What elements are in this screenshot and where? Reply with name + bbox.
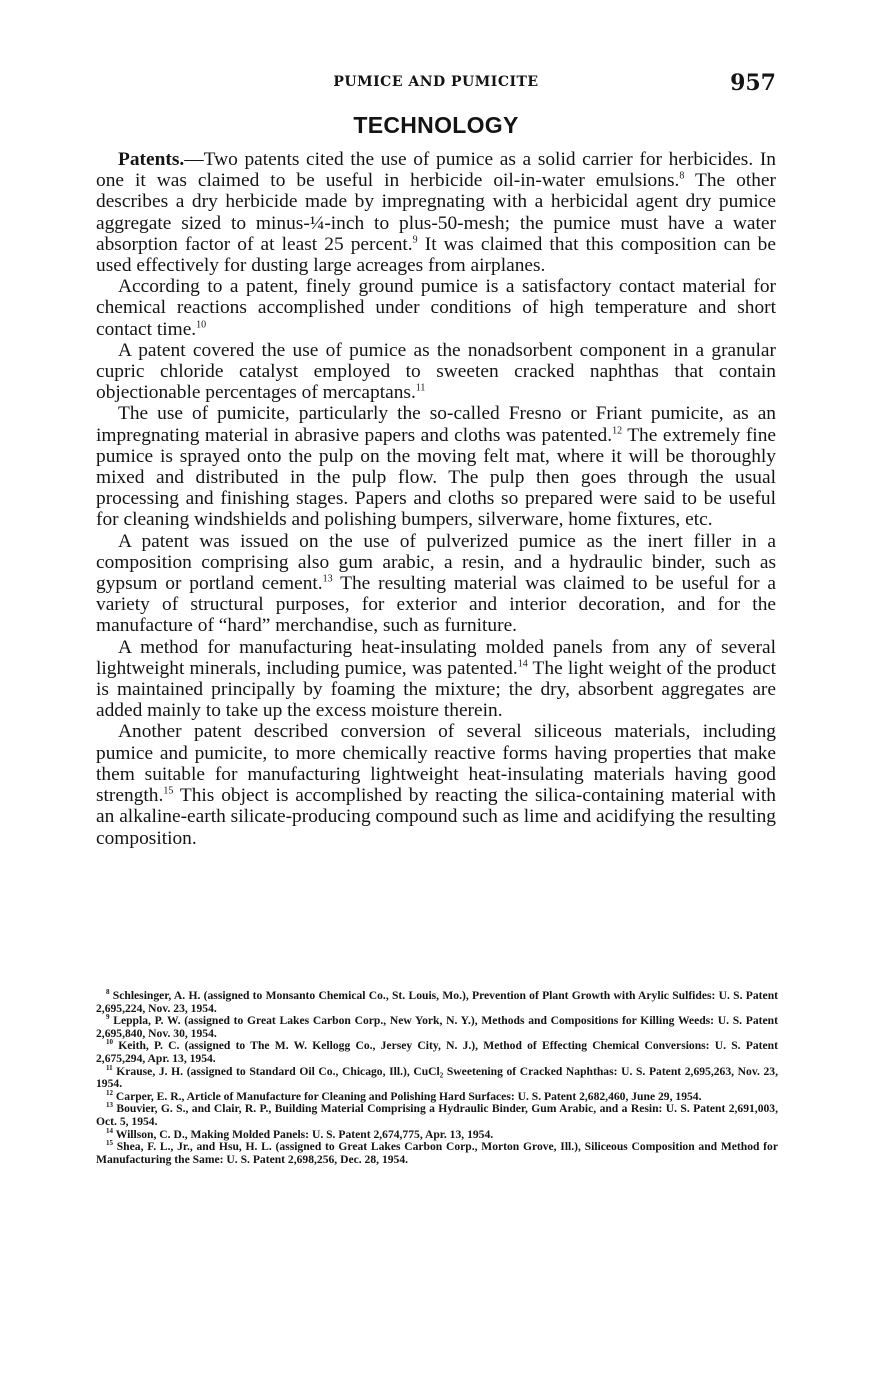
footnote-ref: 8	[679, 170, 685, 182]
footnote-number: 8	[106, 988, 110, 997]
run-in-heading: Patents.	[118, 149, 185, 170]
footnote-ref: 13	[322, 573, 333, 585]
running-title: PUMICE AND PUMICITE	[333, 74, 539, 90]
footnote-text: Willson, C. D., Making Molded Panels: U. S. Patent 2,674,775, Apr. 13, 1954.	[113, 1127, 494, 1141]
paragraph-text: The use of pumicite, particularly the so-called Fresno or Friant pumicite, as an impregnating material in abrasive papers and cloths was patented.	[96, 403, 776, 446]
footnote	[96, 1141, 778, 1166]
paragraph-text: The light weight of the product is maintained principally by foaming the mixture; the dry, absorbent aggregates are added mainly to take up the excess moisture therein.	[96, 657, 776, 722]
footnote	[96, 990, 778, 1015]
footnote-text: Leppla, P. W. (assigned to Great Lakes Carbon Corp., New York, N. Y.), Methods and Compositions for Killing Weeds: U. S. Patent 2,695,840, Nov. 30, 1954.	[96, 1014, 778, 1040]
footnote-ref: 15	[163, 785, 174, 797]
footnote-text: Bouvier, G. S., and Clair, R. P., Building Material Comprising a Hydraulic Binder, Gum Arabic, and a Resin: U. S. Patent 2,691,003, Oct. 5, 1954.	[96, 1102, 778, 1128]
body-paragraph	[96, 149, 776, 276]
footnote-text: Shea, F. L., Jr., and Hsu, H. L. (assigned to Great Lakes Carbon Corp., Morton Grove, Ill.), Siliceous Composition and Method for Manufacturing the Same: U. S. Patent 2,698,256, Dec. 28, 1954.	[96, 1140, 778, 1166]
body-paragraph	[96, 721, 776, 848]
footnote-number: 10	[106, 1038, 113, 1047]
body-paragraph	[96, 403, 776, 530]
footnote-text: Schlesinger, A. H. (assigned to Monsanto Chemical Co., St. Louis, Mo.), Prevention of Plant Growth with Arylic Sulfides: U. S. Patent 2,695,224, Nov. 23, 1954.	[96, 989, 778, 1015]
body-paragraph	[96, 531, 776, 637]
paragraph-text: A method for manufacturing heat-insulating molded panels from any of several lightweight minerals, including pumice, was patented.	[96, 636, 776, 679]
running-head	[96, 70, 776, 96]
paragraph-text: A patent was issued on the use of pulverized pumice as the inert filler in a composition comprising also gum arabic, a resin, and a hydraulic binder, such as gypsum or portland cement.	[96, 530, 776, 595]
footnote-number: 11	[106, 1063, 113, 1072]
footnote-ref: 10	[196, 319, 207, 331]
footnote-ref: 9	[412, 234, 418, 246]
paragraph-text: This object is accomplished by reacting the silica-containing material with an alkaline-earth silicate-producing compound such as lime and acidifying the resulting composition.	[96, 785, 776, 849]
footnote	[96, 1103, 778, 1128]
body-paragraph	[96, 637, 776, 722]
paragraph-text: According to a patent, finely ground pumice is a satisfactory contact material for chemical reactions accomplished under conditions of high temperature and short contact time.	[96, 276, 776, 340]
footnote	[96, 1015, 778, 1040]
section-title: TECHNOLOGY	[353, 112, 519, 138]
footnote-ref: 14	[517, 658, 528, 670]
footnote-number: 12	[106, 1088, 113, 1097]
footnote-number: 14	[106, 1126, 113, 1135]
footnote-ref: 12	[612, 425, 623, 437]
footnote-number: 15	[106, 1139, 113, 1148]
footnote	[96, 1063, 778, 1091]
footnote-text: Carper, E. R., Article of Manufacture for Cleaning and Polishing Hard Surfaces: U. S. Patent 2,682,460, June 29, 1954.	[113, 1089, 702, 1103]
footnote-number: 13	[106, 1101, 113, 1110]
paragraph-text: —Two patents cited the use of pumice as a solid carrier for herbicides. In one it was claimed to be useful in herbicide oil-in-water emulsions.	[96, 149, 776, 192]
footnote	[96, 1040, 778, 1065]
footnote-number: 9	[106, 1013, 110, 1022]
footnote-text: Keith, P. C. (assigned to The M. W. Kellogg Co., Jersey City, N. J.), Method of Effecting Chemical Conversions: U. S. Patent 2,675,294, Apr. 13, 1954.	[96, 1039, 778, 1065]
paragraph-text: It was claimed that this composition can be used effectively for dusting large acreages from airplanes.	[96, 233, 776, 277]
paragraph-text: The resulting material was claimed to be useful for a variety of structural purposes, for exterior and interior decoration, and for the manufacture of “hard” merchandise, such as furniture.	[96, 573, 776, 637]
body-text	[96, 149, 776, 849]
paragraph-text: A patent covered the use of pumice as the nonadsorbent component in a granular cupric chloride catalyst employed to sweeten cracked naphthas that contain objectionable percentages of mercaptans.	[96, 339, 776, 404]
footnotes	[96, 990, 778, 1166]
page-number: 957	[730, 70, 776, 96]
footnote-ref: 11	[415, 382, 426, 394]
body-paragraph	[96, 340, 776, 404]
paragraph-text: Another patent described conversion of several siliceous materials, including pumice and pumicite, to more chemically reactive forms having properties that make them suitable for manufacturing lightweight heat-insulating materials having good strength.	[96, 721, 776, 807]
paragraph-text: The extremely fine pumice is sprayed onto the pulp on the moving felt mat, where it will be thoroughly mixed and distributed in the pulp flow. The pulp then goes through the usual processing and finishing stages. Papers and cloths so prepared were said to be useful for cleaning windshields and polishing bumpers, silverware, home fixtures, etc.	[96, 424, 776, 531]
body-paragraph	[96, 276, 776, 340]
paragraph-text: The other describes a dry herbicide made by impregnating with a herbicidal agent dry pumice aggregate sized to minus-¼-inch to plus-50-mesh; the pumice must have a water absorption factor of at least 25 percent.	[96, 170, 776, 255]
footnote-text: Krause, J. H. (assigned to Standard Oil Co., Chicago, Ill.), CuCl₂ Sweetening of Cracked Naphthas: U. S. Patent 2,695,263, Nov. 23, 1954.	[96, 1064, 778, 1091]
